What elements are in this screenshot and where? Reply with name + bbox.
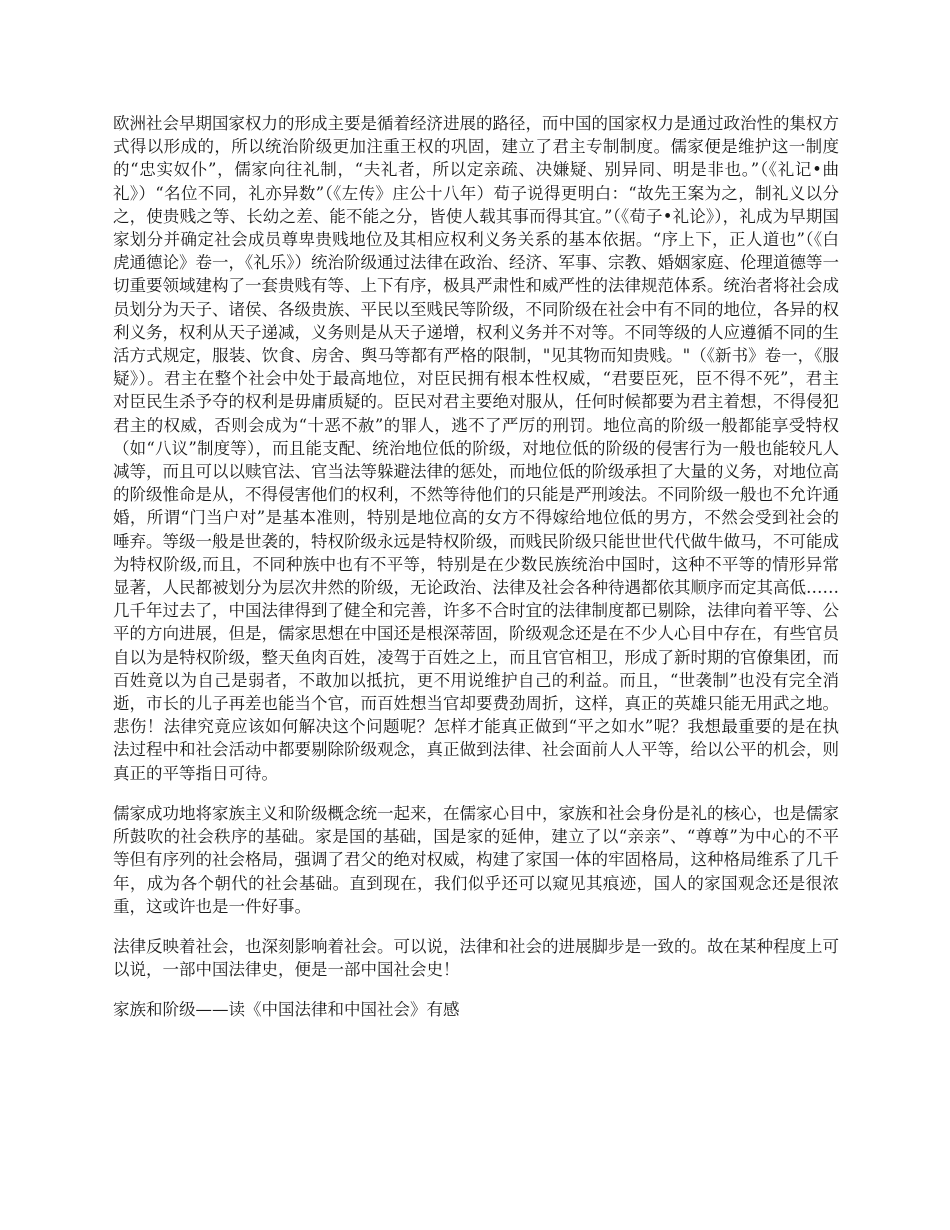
document-body — [113, 112, 839, 1022]
paragraph-hierarchy: 欧洲社会早期国家权力的形成主要是循着经济进展的路径，而中国的国家权力是通过政治性的集权方式得以形成的，所以统治阶级更加注重王权的巩固，建立了君主专制制度。儒家便是维护这一制度的“忠实奴仆”，儒家向往礼制，“夫礼者，所以定亲疏、决嫌疑、别异同、明是非也。”（《礼记•曲礼》）“名位不同，礼亦异数”（《左传》庄公十八年）荀子说得更明白：“故先王案为之，制礼义以分之，使贵贱之等、长幼之差、能不能之分，皆使人载其事而得其宜。”（《荀子•礼论》），礼成为早期国家划分并确定社会成员尊卑贵贱地位及其相应权利义务关系的基本依据。“序上下，正人道也”（《白虎通德论》卷一，《礼乐》）统治阶级通过法律在政治、经济、军事、宗教、婚姻家庭、伦理道德等一切重要领域建构了一套贵贱有等、上下有序，极具严肃性和威严性的法律规范体系。统治者将社会成员划分为天子、诸侯、各级贵族、平民以至贱民等阶级，不同阶级在社会中有不同的地位，各异的权利义务，权利从天子递减，义务则是从天子递增，权利义务并不对等。不同等级的人应遵循不同的生活方式规定，服装、饮食、房舍、舆马等都有严格的限制，"见其物而知贵贱。"（《新书》卷一，《服疑》）。君主在整个社会中处于最高地位，对臣民拥有根本性权威，“君要臣死，臣不得不死”，君主对臣民生杀予夺的权利是毋庸质疑的。臣民对君主要绝对服从，任何时候都要为君主着想，不得侵犯君主的权威，否则会成为“十恶不赦”的罪人，逃不了严厉的刑罚。地位高的阶级一般都能享受特权（如“八议”制度等），而且能支配、统治地位低的阶级，对地位低的阶级的侵害行为一般也能较凡人减等，而且可以以赎官法、官当法等躲避法律的惩处，而地位低的阶级承担了大量的义务，对地位高的阶级惟命是从，不得侵害他们的权利，不然等待他们的只能是严刑竣法。不同阶级一般也不允许通婚，所谓“门当户对”是基本准则，特别是地位高的女方不得嫁给地位低的男方，不然会受到社会的唾弃。等级一般是世袭的，特权阶级永远是特权阶级，而贱民阶级只能世世代代做牛做马，不可能成为特权阶级,而且，不同种族中也有不平等，特别是在少数民族统治中国时，这种不平等的情形异常显著，人民都被划分为层次井然的阶级，无论政治、法律及社会各种待遇都依其顺序而定其高低…… 几千年过去了，中国法律得到了健全和完善，许多不合时宜的法律制度都已剔除，法律向着平等、公平的方向进展，但是，儒家思想在中国还是根深蒂固，阶级观念还是在不少人心目中存在，有些官员自以为是特权阶级，整天鱼肉百姓，凌驾于百姓之上，而且官官相卫，形成了新时期的官僚集团，而百姓竟以为自己是弱者，不敢加以抵抗，更不用说维护自己的利益。而且，“世袭制”也没有完全消逝，市长的儿子再差也能当个官，而百姓想当官却要费劲周折，这样，真正的英雄只能无用武之地。悲伤！法律究竟应该如何解决这个问题呢？怎样才能真正做到“平之如水”呢？我想最重要的是在执法过程中和社会活动中都要剔除阶级观念，真正做到法律、社会面前人人平等，给以公平的机会，则真正的平等指日可待。 — [113, 114, 839, 783]
closing-title: 家族和阶级——读《中国法律和中国社会》有感 — [113, 1000, 460, 1020]
paragraph-family-class: 儒家成功地将家族主义和阶级概念统一起来，在儒家心目中，家族和社会身份是礼的核心，也是儒家所鼓吹的社会秩序的基础。家是国的基础，国是家的延伸，建立了以“亲亲”、“尊尊”为中心的不平等但有序列的社会格局，强调了君父的绝对权威，构建了家国一体的牢固格局，这种格局维系了几千年，成为各个朝代的社会基础。直到现在，我们似乎还可以窥见其痕迹，国人的家国观念还是很浓重，这或许也是一件好事。 — [113, 803, 839, 916]
paragraph-law-society: 法律反映着社会，也深刻影响着社会。可以说，法律和社会的进展脚步是一致的。故在某种程度上可以说，一部中国法律史，便是一部中国社会史！ — [113, 936, 839, 980]
